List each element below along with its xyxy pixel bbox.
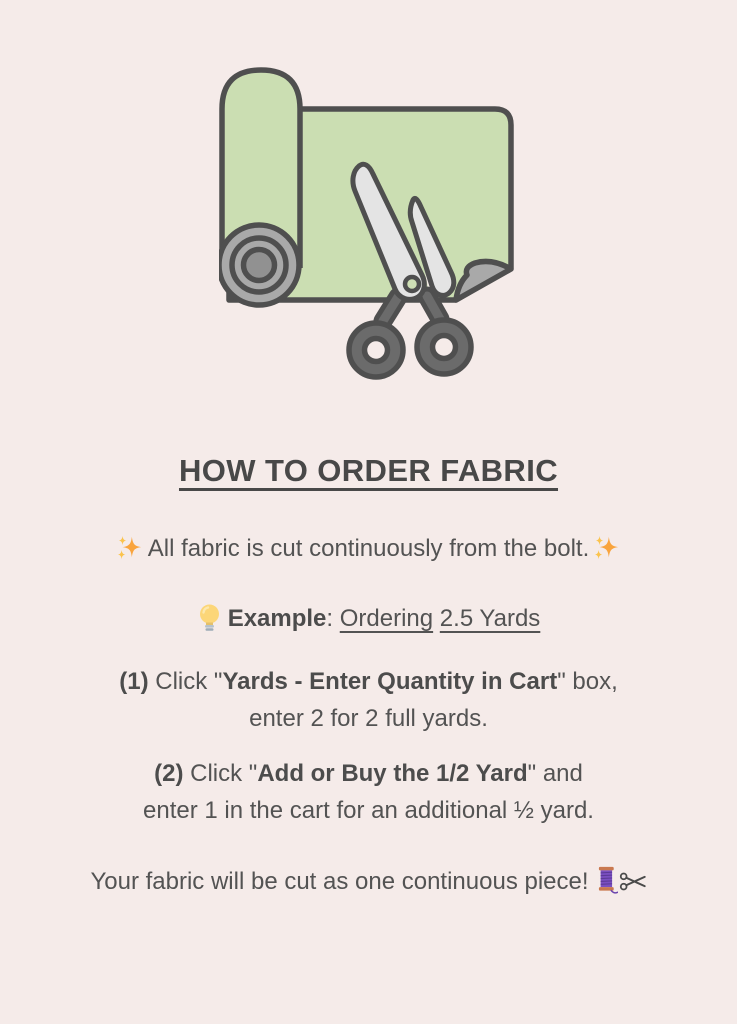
- scissors-glyph-icon: [619, 871, 647, 892]
- fabric-and-scissors-svg: [219, 62, 519, 380]
- step-1-post: " box,: [557, 668, 618, 695]
- intro-line: [0, 532, 737, 565]
- fabric-bolt-illustration: [0, 0, 737, 380]
- example-line: [0, 602, 737, 635]
- thread-spool-icon: [597, 866, 618, 894]
- example-underlined-2: 2.5 Yards: [439, 605, 541, 632]
- example-label: Example: [227, 605, 327, 632]
- step-2-post: " and: [527, 760, 583, 787]
- step-2-pre: Click ": [183, 760, 258, 787]
- step-1-line2: enter 2 for 2 full yards.: [249, 705, 488, 732]
- example-separator: [433, 605, 440, 632]
- step-1-number: (1): [119, 668, 149, 695]
- step-1: [0, 663, 737, 737]
- example-colon: :: [326, 605, 340, 632]
- sparkles-icon: [593, 534, 621, 562]
- page-title-text: HOW TO ORDER FABRIC: [178, 453, 559, 488]
- footer-line: [0, 865, 737, 898]
- light-bulb-icon: [197, 603, 222, 633]
- footer-text: Your fabric will be cut as one continuous piece!: [90, 868, 589, 895]
- example-underlined-1: Ordering: [339, 605, 434, 632]
- step-1-highlight: Yards - Enter Quantity in Cart: [222, 668, 558, 695]
- step-2: [0, 755, 737, 829]
- page-title: [0, 452, 737, 490]
- step-2-number: (2): [154, 760, 184, 787]
- roll-end: [219, 225, 299, 305]
- step-2-highlight: Add or Buy the 1/2 Yard: [257, 760, 528, 787]
- step-1-pre: Click ": [148, 668, 223, 695]
- step-2-line2: enter 1 in the cart for an additional ½ yard.: [143, 797, 594, 824]
- sparkles-icon: [116, 534, 144, 562]
- intro-text: All fabric is cut continuously from the bolt.: [147, 535, 590, 562]
